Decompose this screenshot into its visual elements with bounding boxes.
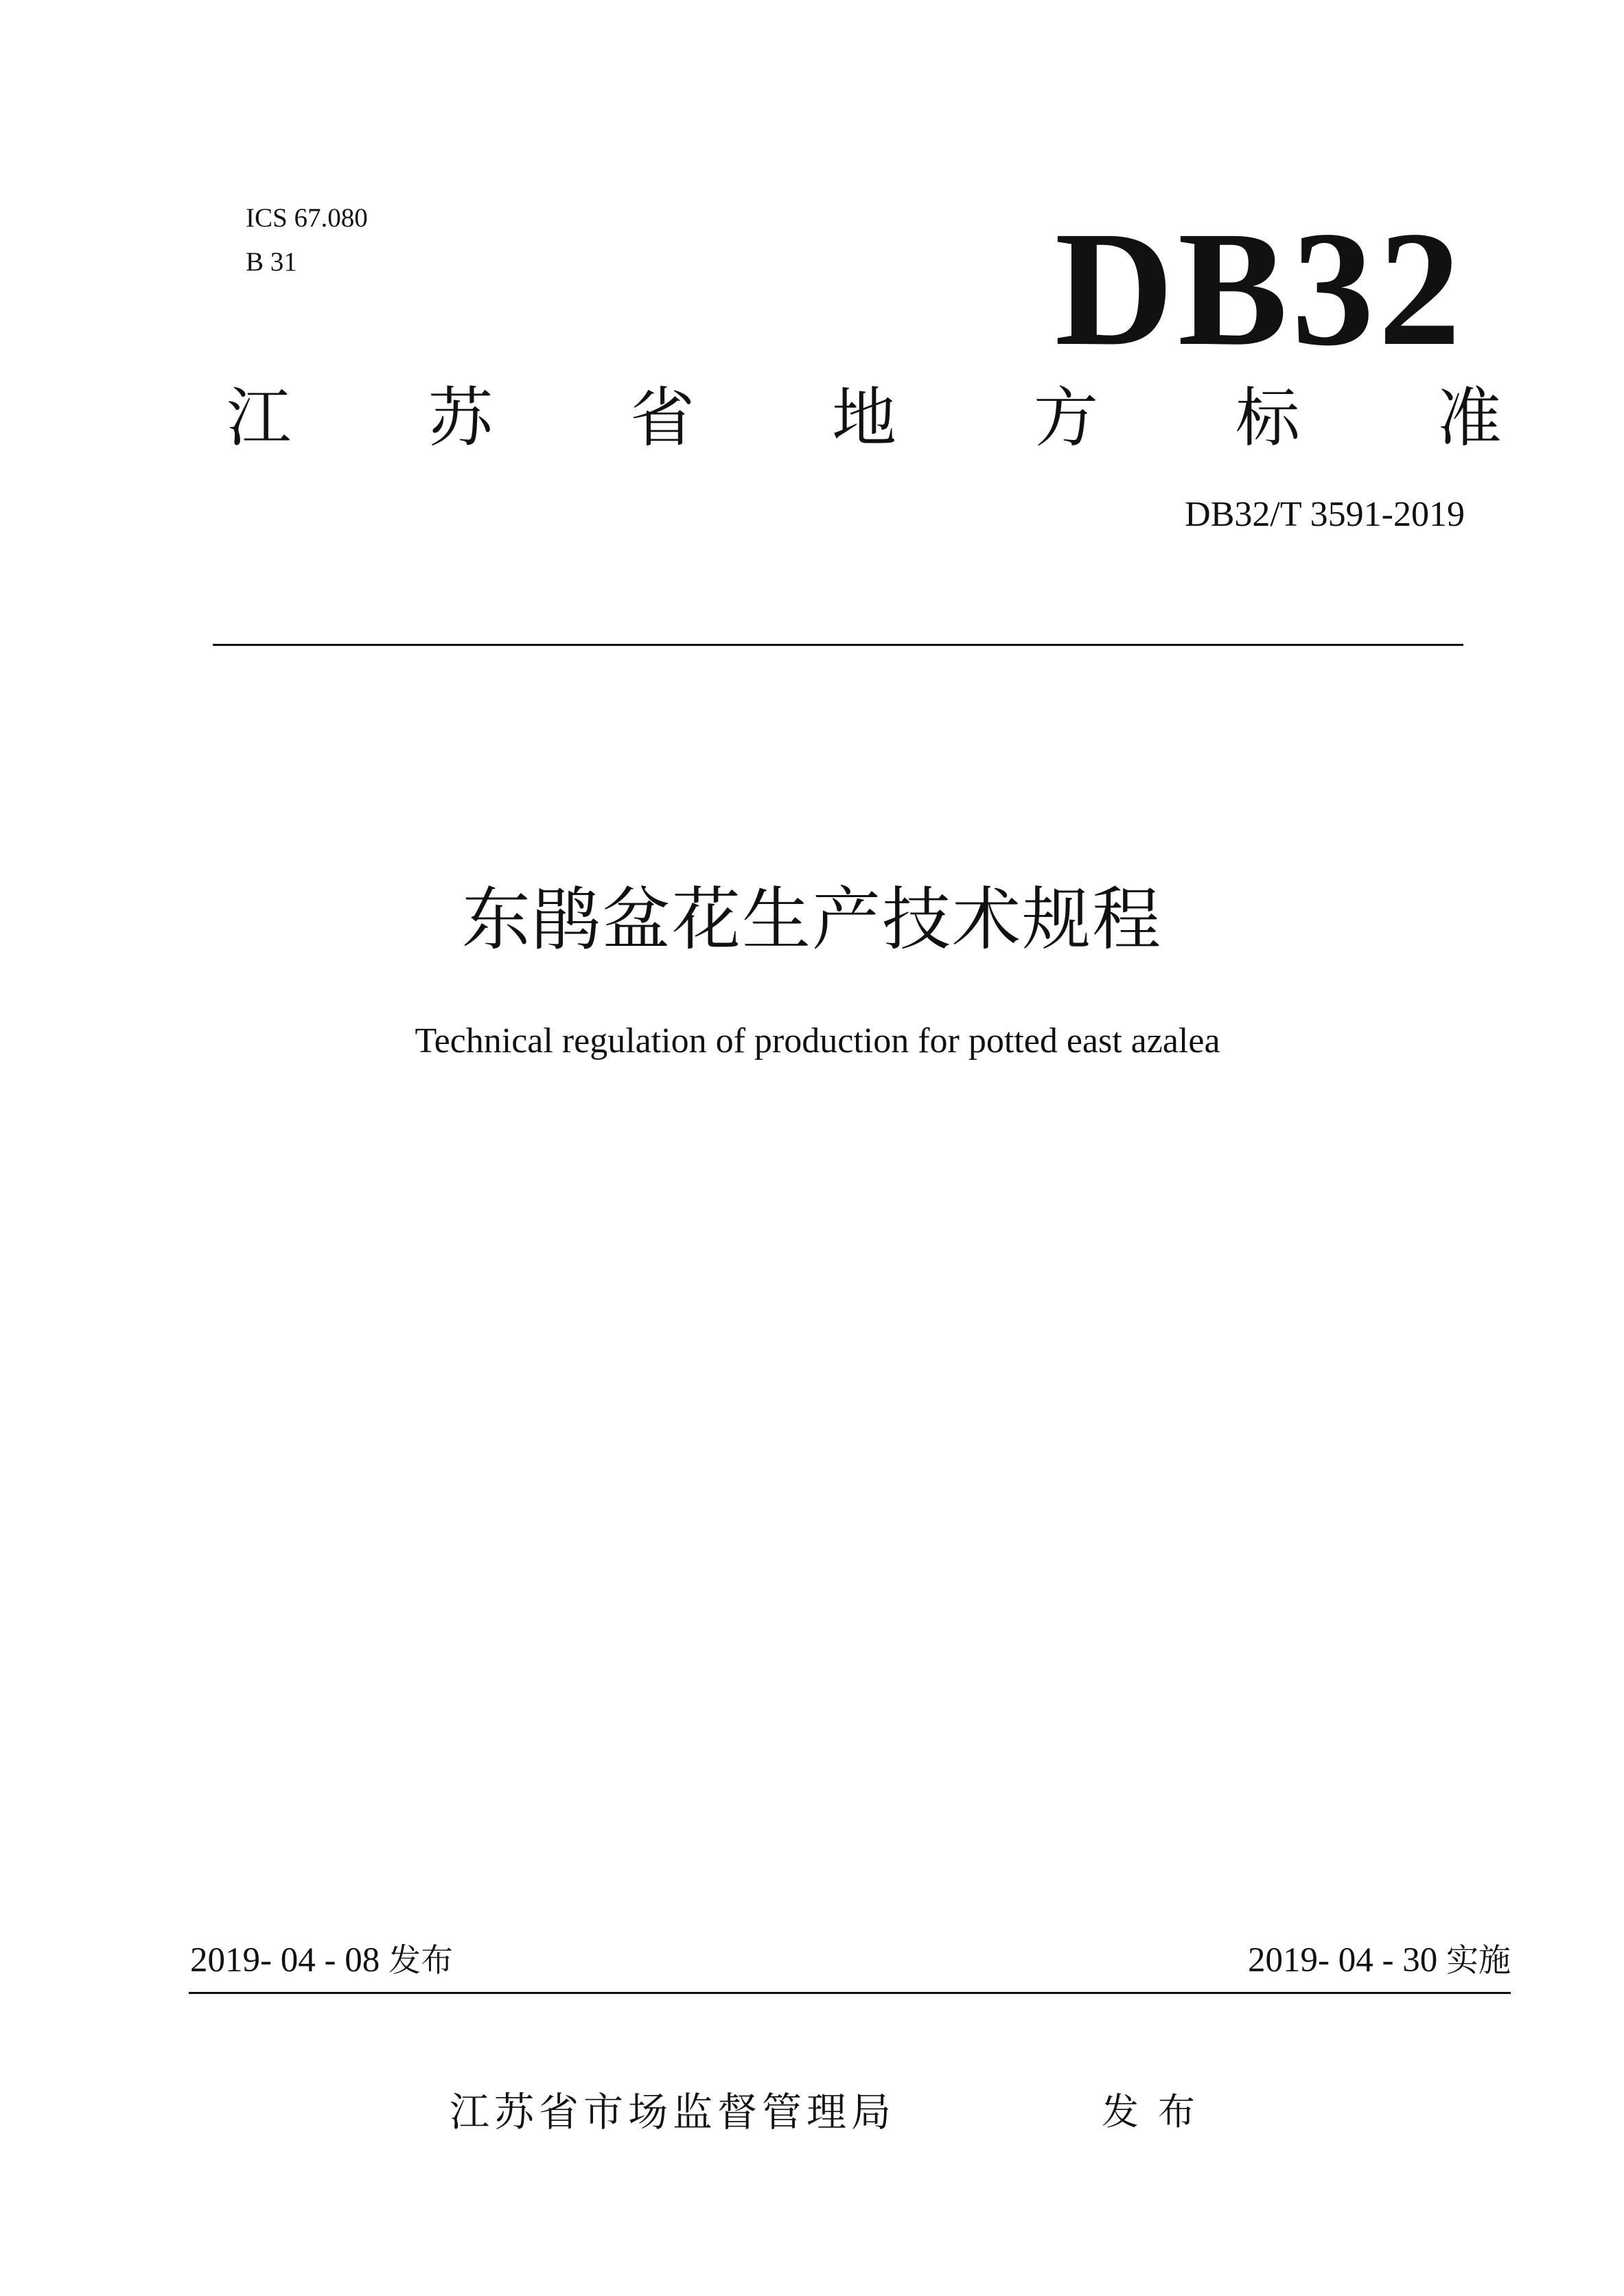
footer-divider	[189, 1992, 1511, 1994]
standard-class-char: 地	[831, 381, 896, 456]
issuing-authority: 江苏省市场监督管理局	[450, 2089, 896, 2135]
standard-class-char: 苏	[428, 381, 493, 456]
header-divider	[213, 644, 1463, 646]
implementation-label: 实施	[1446, 1942, 1511, 1980]
standard-code: DB32	[1054, 197, 1465, 380]
issue-date-line	[190, 1940, 453, 1982]
implementation-date: 2019- 04 - 30	[1248, 1941, 1438, 1980]
standard-class-char: 方	[1033, 381, 1098, 456]
ccs-code: B 31	[246, 247, 297, 277]
standard-class-char: 省	[629, 381, 695, 456]
issue-date: 2019- 04 - 08	[190, 1941, 380, 1980]
standard-class-char: 江	[227, 381, 292, 456]
ics-code: ICS 67.080	[246, 203, 368, 233]
issue-label: 发布	[388, 1942, 453, 1980]
issuing-action: 发布	[1102, 2090, 1214, 2133]
title-chinese: 东鹃盆花生产技术规程	[462, 879, 1162, 960]
title-english: Technical regulation of production for potted east azalea	[415, 1021, 1220, 1060]
implementation-date-line	[1248, 1940, 1511, 1982]
standard-number: DB32/T 3591-2019	[1185, 495, 1465, 534]
standard-class-char: 标	[1235, 381, 1300, 456]
standard-class-char: 准	[1437, 381, 1502, 456]
standard-class-title	[227, 381, 1502, 456]
